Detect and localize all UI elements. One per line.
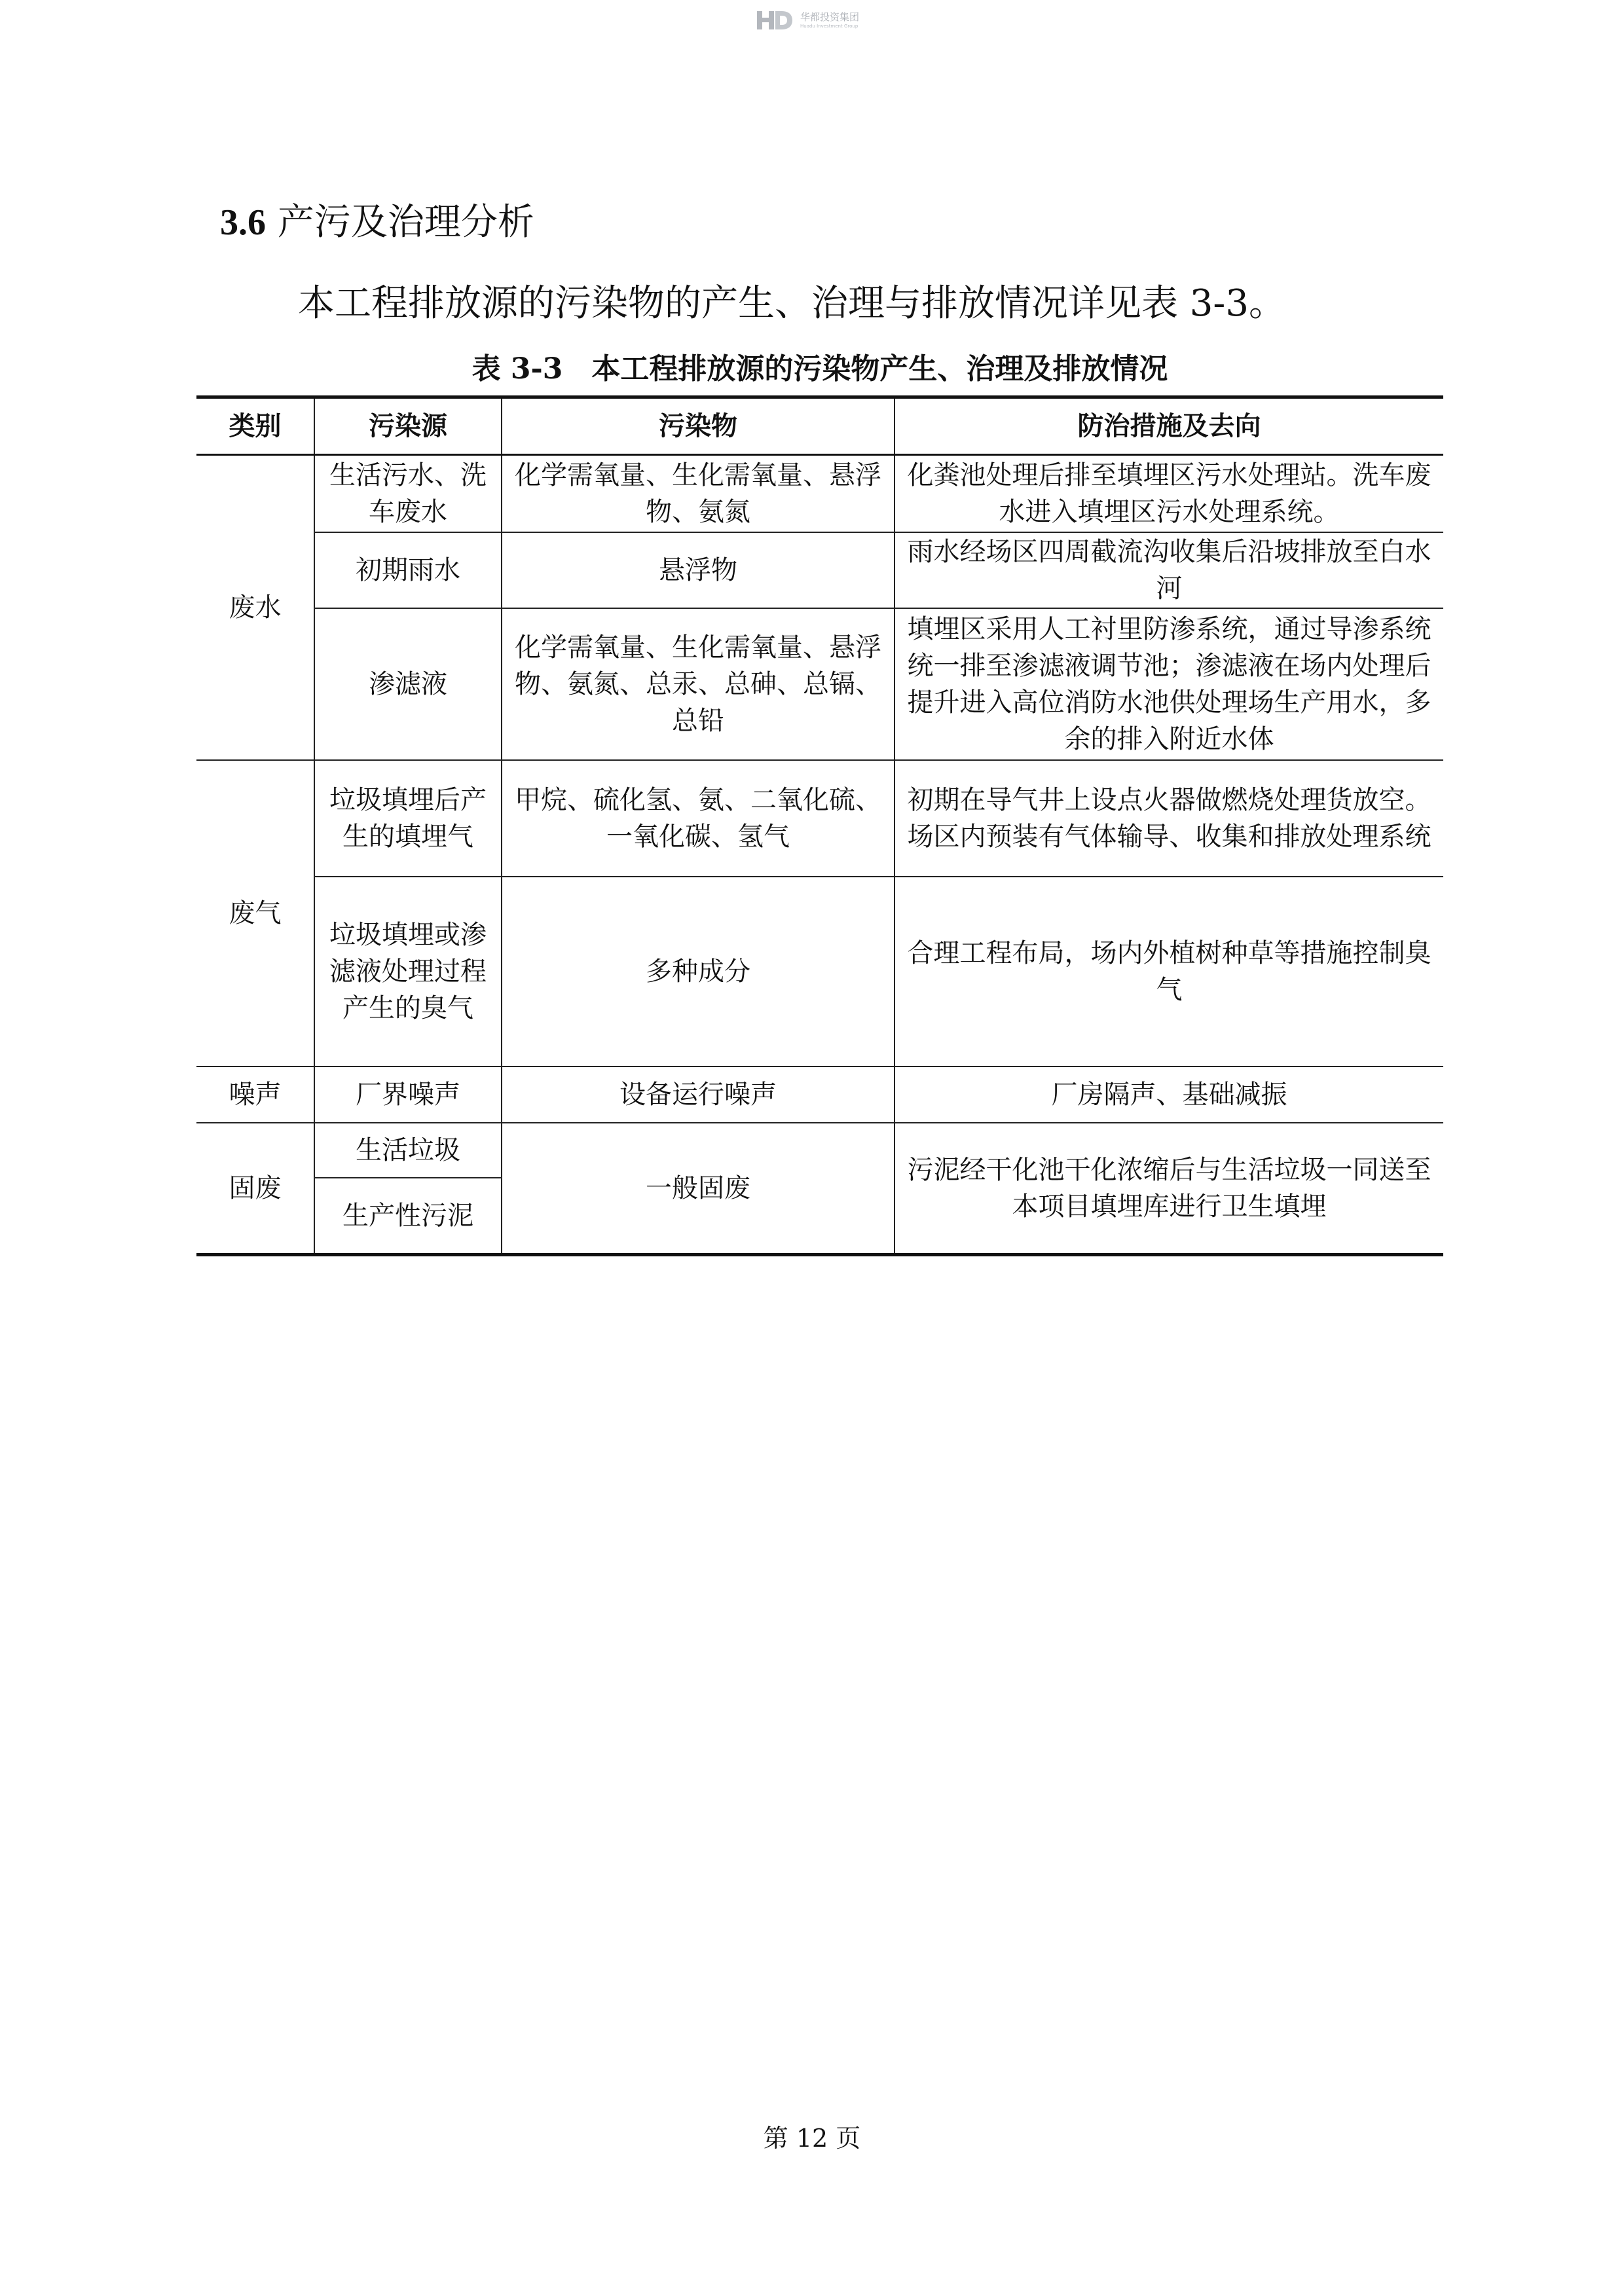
pollutant-cell: 化学需氧量、生化需氧量、悬浮物、氨氮 xyxy=(502,455,895,532)
header-category: 类别 xyxy=(196,397,314,455)
source-cell: 厂界噪声 xyxy=(314,1066,502,1123)
category-cell: 固废 xyxy=(196,1123,314,1255)
pollutant-cell: 一般固废 xyxy=(502,1123,895,1255)
source-cell: 生活垃圾 xyxy=(314,1123,502,1178)
table-row xyxy=(196,760,1443,877)
table-row xyxy=(196,455,1443,532)
source-cell: 生活污水、洗车废水 xyxy=(314,455,502,532)
logo-name: 华都投资集团 xyxy=(800,11,860,23)
table-row xyxy=(196,532,1443,608)
table-row xyxy=(196,608,1443,760)
table-caption: 表 3-3 本工程排放源的污染物产生、治理及排放情况 xyxy=(471,352,1168,386)
pollutant-cell: 甲烷、硫化氢、氨、二氧化硫、一氧化碳、氢气 xyxy=(502,760,895,877)
measure-cell: 填埋区采用人工衬里防渗系统，通过导渗系统统一排至渗滤液调节池；渗滤液在场内处理后提升进入高位消防水池供处理场生产用水，多余的排入附近水体 xyxy=(895,608,1443,760)
source-cell: 渗滤液 xyxy=(314,608,502,760)
measure-cell: 合理工程布局，场内外植树种草等措施控制臭气 xyxy=(895,877,1443,1066)
table-row xyxy=(196,1123,1443,1178)
table-row xyxy=(196,877,1443,1066)
source-cell: 生产性污泥 xyxy=(314,1178,502,1255)
section-heading xyxy=(220,196,534,249)
hd-logo-icon xyxy=(754,7,794,33)
table-header-row xyxy=(196,397,1443,455)
source-cell: 初期雨水 xyxy=(314,532,502,608)
table-row xyxy=(196,1066,1443,1123)
measure-cell: 化粪池处理后排至填埋区污水处理站。洗车废水进入填埋区污水处理系统。 xyxy=(895,455,1443,532)
logo-subtitle: Huadu Investment Group xyxy=(800,24,858,29)
pollutant-cell: 多种成分 xyxy=(502,877,895,1066)
pollutant-cell: 悬浮物 xyxy=(502,532,895,608)
source-cell: 垃圾填埋后产生的填埋气 xyxy=(314,760,502,877)
header-logo xyxy=(754,4,872,37)
page-number: 第 12 页 xyxy=(763,2124,861,2153)
category-cell: 噪声 xyxy=(196,1066,314,1123)
header-measure: 防治措施及去向 xyxy=(895,397,1443,455)
measure-cell: 污泥经干化池干化浓缩后与生活垃圾一同送至本项目填埋库进行卫生填埋 xyxy=(895,1123,1443,1255)
pollutant-cell: 设备运行噪声 xyxy=(502,1066,895,1123)
measure-cell: 初期在导气井上设点火器做燃烧处理货放空。场区内预装有气体输导、收集和排放处理系统 xyxy=(895,760,1443,877)
header-pollutant: 污染物 xyxy=(502,397,895,455)
body-paragraph: 本工程排放源的污染物的产生、治理与排放情况详见表 3-3。 xyxy=(298,282,1285,325)
section-title: 产污及治理分析 xyxy=(277,201,534,244)
pollutant-cell: 化学需氧量、生化需氧量、悬浮物、氨氮、总汞、总砷、总镉、总铅 xyxy=(502,608,895,760)
category-cell: 废气 xyxy=(196,760,314,1066)
section-number: 3.6 xyxy=(220,202,266,243)
measure-cell: 雨水经场区四周截流沟收集后沿坡排放至白水河 xyxy=(895,532,1443,608)
header-source: 污染源 xyxy=(314,397,502,455)
pollution-table xyxy=(196,395,1443,1256)
source-cell: 垃圾填埋或渗滤液处理过程产生的臭气 xyxy=(314,877,502,1066)
category-cell: 废水 xyxy=(196,455,314,760)
measure-cell: 厂房隔声、基础减振 xyxy=(895,1066,1443,1123)
